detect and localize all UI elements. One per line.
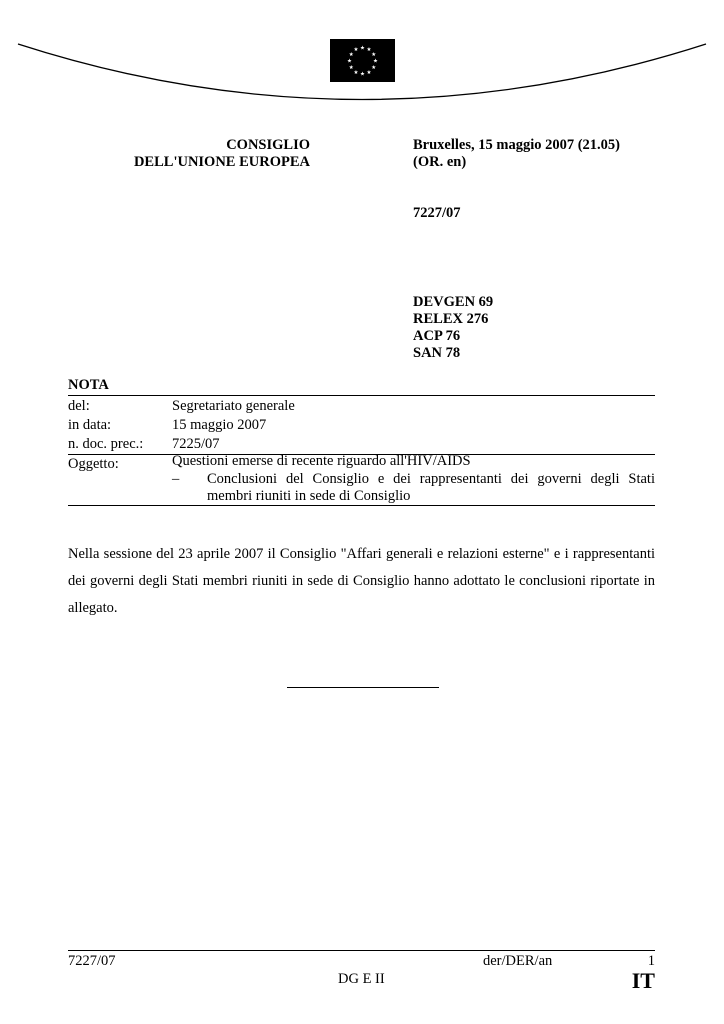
date-label: in data: <box>68 417 112 433</box>
flag-star-icon: ★ <box>366 69 372 76</box>
flag-star-icon: ★ <box>371 52 377 58</box>
place-date-block <box>413 137 620 171</box>
flag-star-icon: ★ <box>348 52 354 58</box>
subject-line-1: Questioni emerse di recente riguardo all'HIV/AIDS <box>172 453 471 469</box>
footer-page-number: 1 <box>647 953 655 969</box>
original-language: (OR. en) <box>413 154 467 170</box>
prev-doc-label: n. doc. prec.: <box>68 436 144 452</box>
end-separator <box>287 687 439 688</box>
council-line-1: CONSIGLIO <box>226 137 310 153</box>
footer-initials: der/DER/an <box>483 953 553 969</box>
code-relex: RELEX 276 <box>413 311 489 327</box>
flag-star-icon: ★ <box>360 45 365 52</box>
flag-star-icon: ★ <box>366 47 372 54</box>
council-line-2: DELL'UNIONE EUROPEA <box>133 154 310 170</box>
footer-dg: DG E II <box>338 971 385 987</box>
place-date: Bruxelles, 15 maggio 2007 (21.05) <box>413 137 621 153</box>
body-paragraph: Nella sessione del 23 aprile 2007 il Consiglio "Affari generali e relazioni esterne" e i rappresentanti dei governi degli Stati membri riuniti in sede di Consiglio hanno adottato le conclusioni riportate in allegato. <box>68 546 655 616</box>
flag-star-icon: ★ <box>353 47 359 54</box>
footer-language: IT <box>631 968 655 993</box>
footer-doc-number: 7227/07 <box>68 953 116 969</box>
code-devgen: DEVGEN 69 <box>413 294 494 310</box>
note-top-rule <box>68 395 655 396</box>
classification-codes <box>413 294 493 362</box>
footer-rule <box>68 950 655 951</box>
eu-flag-icon <box>330 39 395 82</box>
flag-star-icon: ★ <box>373 58 378 65</box>
note-bottom-rule <box>68 505 655 506</box>
code-acp: ACP 76 <box>413 328 461 344</box>
subject-label: Oggetto: <box>68 456 119 472</box>
flag-star-icon: ★ <box>371 65 377 71</box>
note-type: NOTA <box>68 377 109 393</box>
from-value: Segretariato generale <box>172 398 295 414</box>
subject-dash: – <box>172 471 180 487</box>
subject-line-2: Conclusioni del Consiglio e dei rappresentanti dei governi degli Stati membri riuniti in sede di Consiglio <box>207 471 655 504</box>
date-value: 15 maggio 2007 <box>172 417 267 433</box>
council-name <box>134 137 310 171</box>
flag-star-icon: ★ <box>353 69 359 76</box>
from-label: del: <box>68 398 90 414</box>
flag-star-icon: ★ <box>348 65 354 71</box>
flag-star-icon: ★ <box>360 71 365 78</box>
flag-star-icon: ★ <box>347 58 352 65</box>
document-number: 7227/07 <box>413 205 461 221</box>
prev-doc-value: 7225/07 <box>172 436 220 452</box>
code-san: SAN 78 <box>413 345 461 361</box>
